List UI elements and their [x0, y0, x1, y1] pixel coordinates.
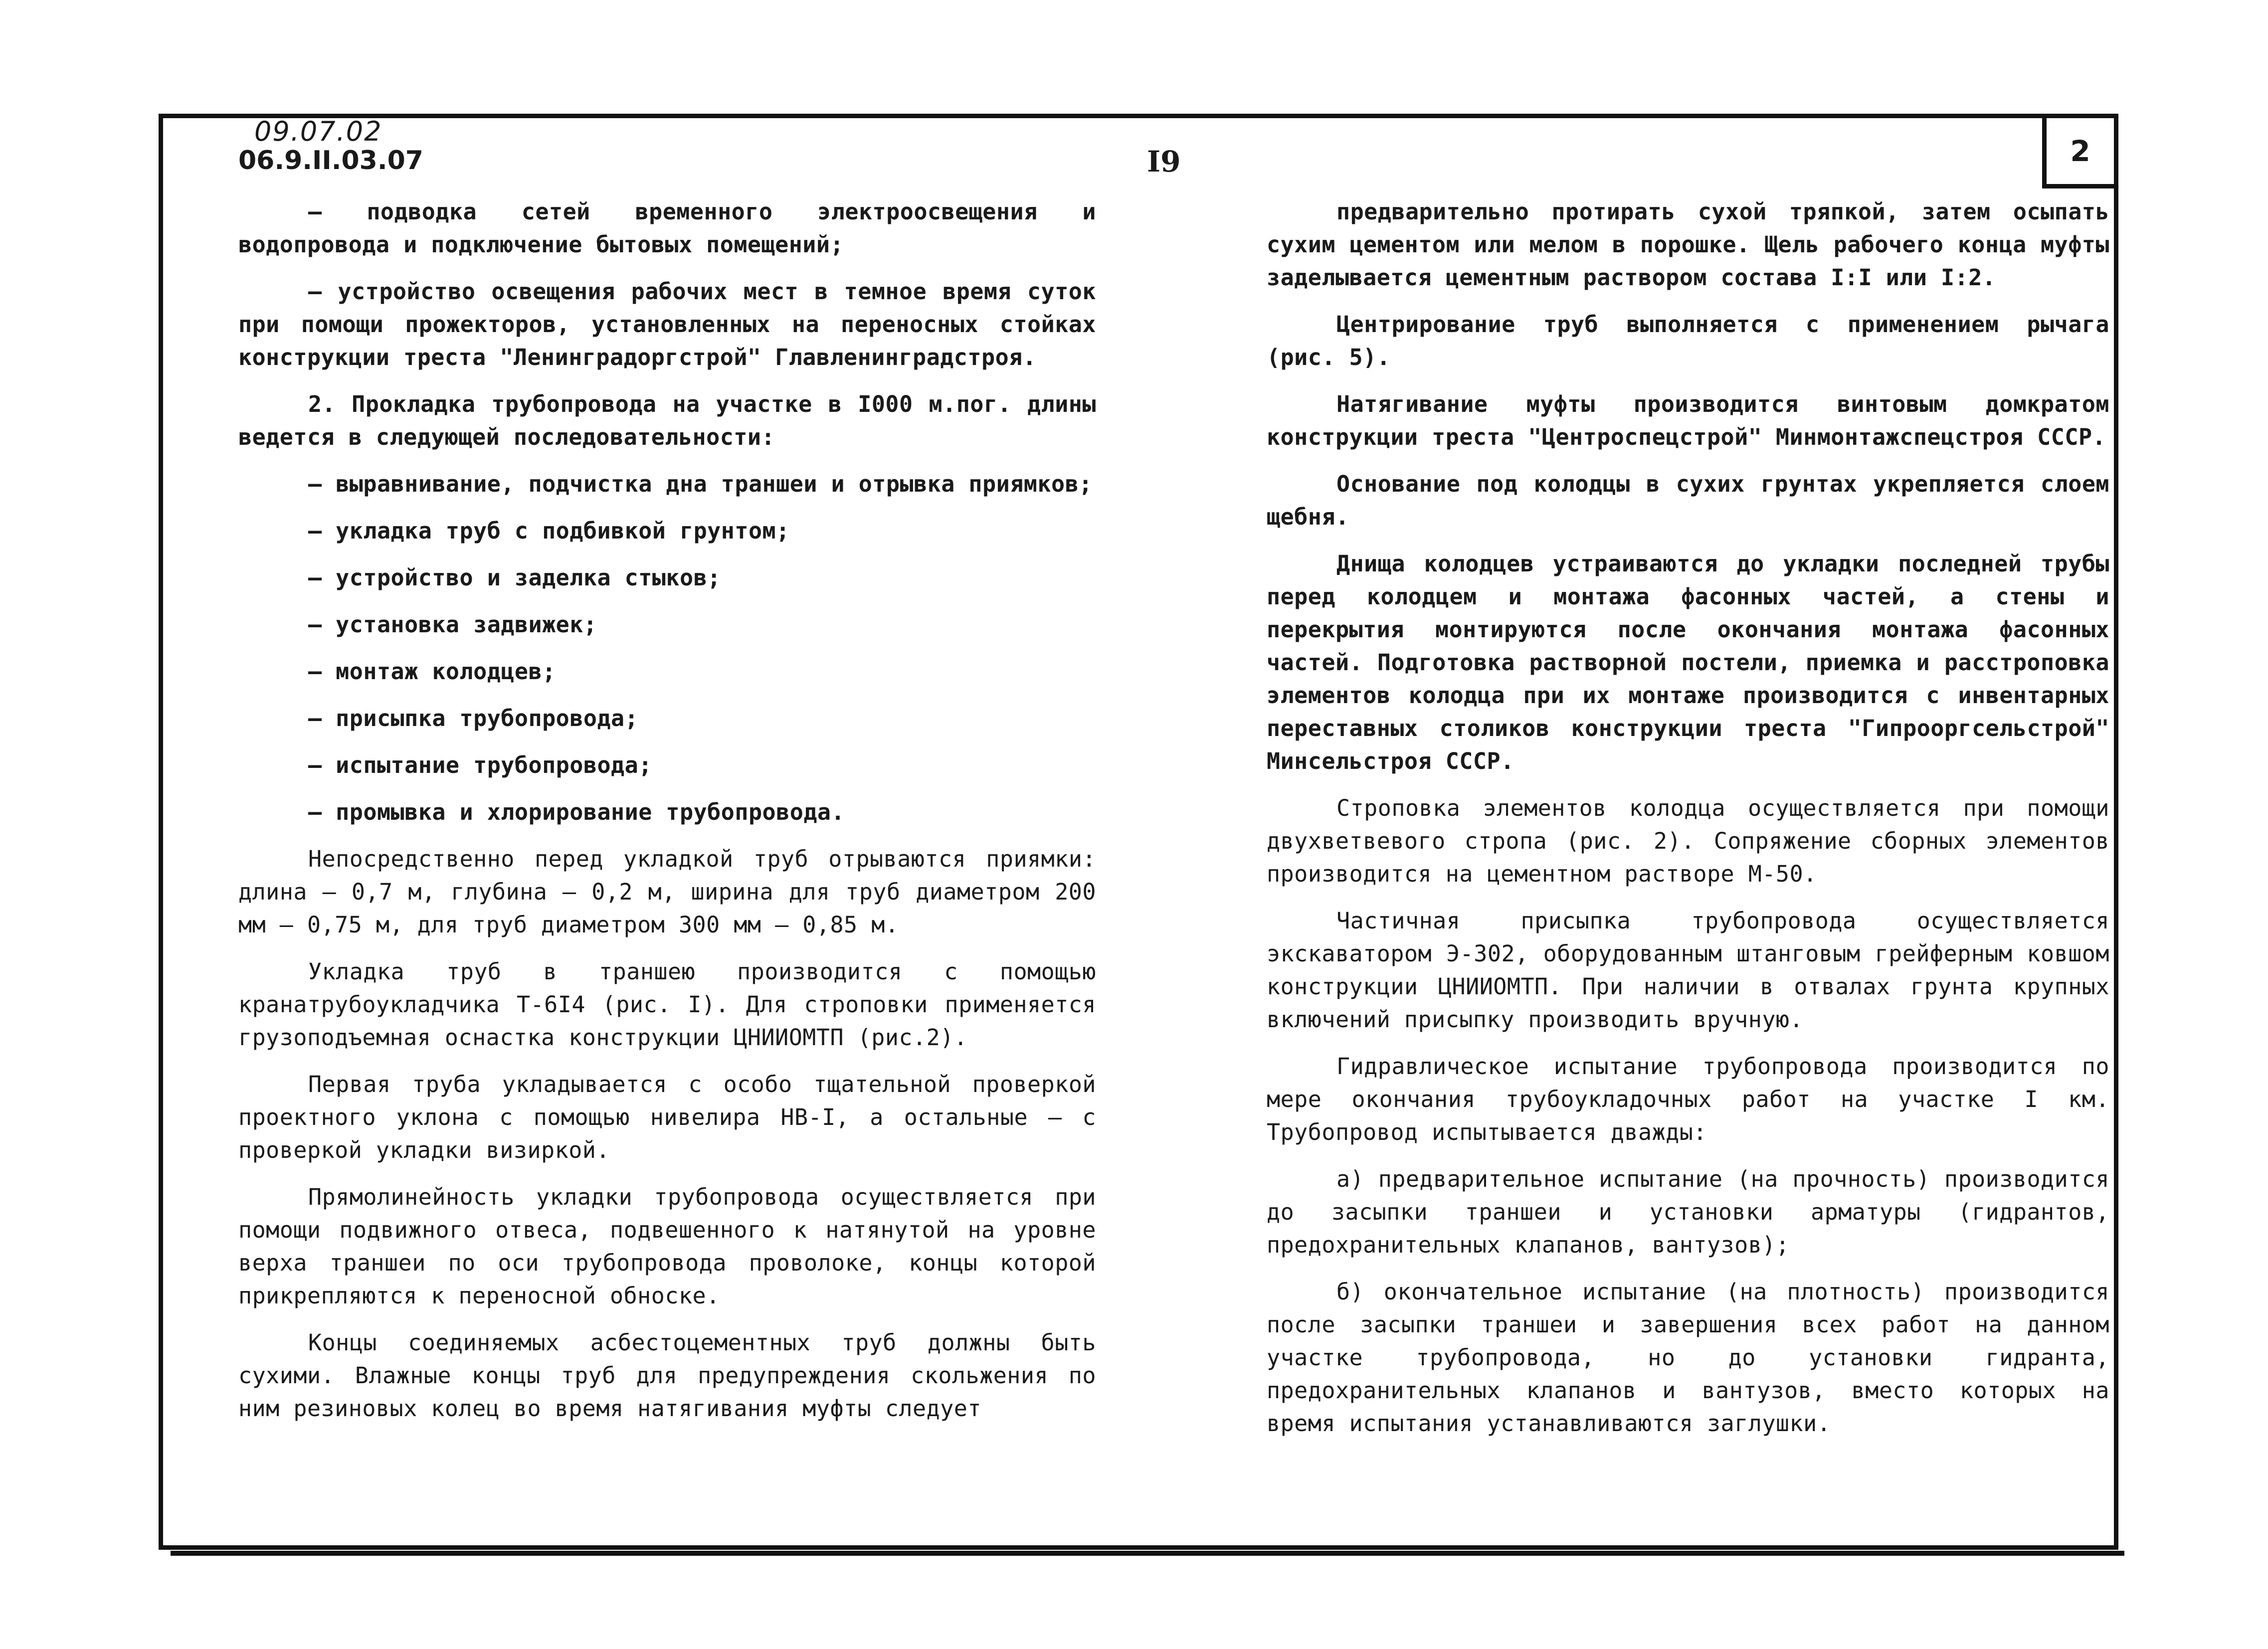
paragraph: предварительно протирать сухой тряпкой, затем осыпать сухим цементом или мелом в порошке. Щель рабочего конца муфты заделывается цементным раствором состава I:I или I:2. [1267, 198, 2109, 291]
paragraph: – монтаж колодцев; [308, 658, 556, 685]
paragraph: Днища колодцев устраиваются до укладки последней трубы перед колодцем и монтажа фасонных частей, а стены и перекрытия монтируются после окончания монтажа фасонных частей. Подготовка растворной постели, приемка и расстроповка элементов колодца при их монтаже производится с инвентарных переставных столиков конструкции треста "Гипрооргсельстрой" Минсельстроя СССР. [1267, 550, 2109, 774]
paragraph: Натягивание муфты производится винтовым домкратом конструкции треста "Центроспецстрой" Минмонтажспецстроя СССР. [1267, 391, 2109, 450]
paragraph: Непосредственно перед укладкой труб отрываются приямки: длина – 0,7 м, глубина – 0,2 м, ширина для труб диаметром 200 мм – 0,75 м, для труб диаметром 300 мм – 0,85 м. [238, 846, 1096, 938]
sheet-number-box [2042, 114, 2118, 188]
paragraph: – укладка труб с подбивкой грунтом; [308, 518, 790, 544]
right-column [1267, 195, 2109, 1454]
paragraph: Строповка элементов колодца осуществляется при помощи двухветвевого стропа (рис. 2). Сопряжение сборных элементов производится на цементном растворе М-50. [1267, 795, 2109, 887]
paragraph: Концы соединяемых асбестоцементных труб должны быть сухими. Влажные концы труб для предупреждения скольжения по ним резиновых колец во время натягивания муфты следует [238, 1329, 1096, 1422]
page-number: I9 [1147, 145, 1181, 179]
paragraph: – испытание трубопровода; [308, 752, 652, 778]
paragraph: 2. Прокладка трубопровода на участке в I000 м.пог. длины ведется в следующей последовательности: [238, 391, 1096, 450]
paragraph: Гидравлическое испытание трубопровода производится по мере окончания трубоукладочных работ на участке I км. Трубопровод испытывается дважды: [1267, 1053, 2109, 1145]
paragraph: Прямолинейность укладки трубопровода осуществляется при помощи подвижного отвеса, подвешенного к натянутой на уровне верха траншеи по оси трубопровода проволоке, концы которой прикрепляются к переносной обноске. [238, 1184, 1096, 1309]
paragraph: а) предварительное испытание (на прочность) производится до засыпки траншеи и установки арматуры (гидрантов, предохранительных клапанов, вантузов); [1267, 1166, 2109, 1258]
paragraph: – установка задвижек; [308, 611, 597, 638]
paragraph: Укладка труб в траншею производится с помощью кранатрубоукладчика Т-6I4 (рис. I). Для строповки применяется грузоподъемная оснастка конструкции ЦНИИОМТП (рис.2). [238, 958, 1096, 1051]
paragraph: Первая труба укладывается с особо тщательной проверкой проектного уклона с помощью нивелира НВ-I, а остальные – с проверкой укладки визиркой. [238, 1071, 1096, 1163]
paragraph: Центрирование труб выполняется с применением рычага (рис. 5). [1267, 311, 2109, 370]
paragraph: – присыпка трубопровода; [308, 705, 639, 732]
paragraph: – устройство освещения рабочих мест в темное время суток при помощи прожекторов, установленных на переносных стойках конструкции треста "Ленинградоргстрой" Главленинградстроя. [238, 278, 1096, 370]
handwritten-code: 09.07.02 [254, 116, 382, 147]
sheet-number: 2 [2070, 134, 2090, 168]
paragraph: б) окончательное испытание (на плотность) производится после засыпки траншеи и завершения всех работ на данном участке трубопровода, но до установки гидранта, предохранительных клапанов и вантузов, вместо которых на время испытания устанавливаются заглушки. [1267, 1279, 2109, 1437]
left-column [238, 195, 1096, 1439]
paragraph: – выравнивание, подчистка дна траншеи и отрывка приямков; [308, 471, 1093, 497]
paragraph: – промывка и хлорирование трубопровода. [308, 799, 845, 825]
paragraph: Основание под колодцы в сухих грунтах укрепляется слоем щебня. [1267, 471, 2109, 530]
paragraph: – подводка сетей временного электроосвещения и водопровода и подключение бытовых помещений; [238, 198, 1096, 258]
frame-bottom-shadow [171, 1551, 2124, 1556]
paragraph: Частичная присыпка трубопровода осуществляется экскаватором Э-302, оборудованным штанговым грейферным ковшом конструкции ЦНИИОМТП. При наличии в отвалах грунта крупных включений присыпку производить вручную. [1267, 908, 2109, 1033]
document-code: 06.9.II.03.07 [238, 146, 423, 176]
paragraph: – устройство и заделка стыков; [308, 564, 721, 591]
